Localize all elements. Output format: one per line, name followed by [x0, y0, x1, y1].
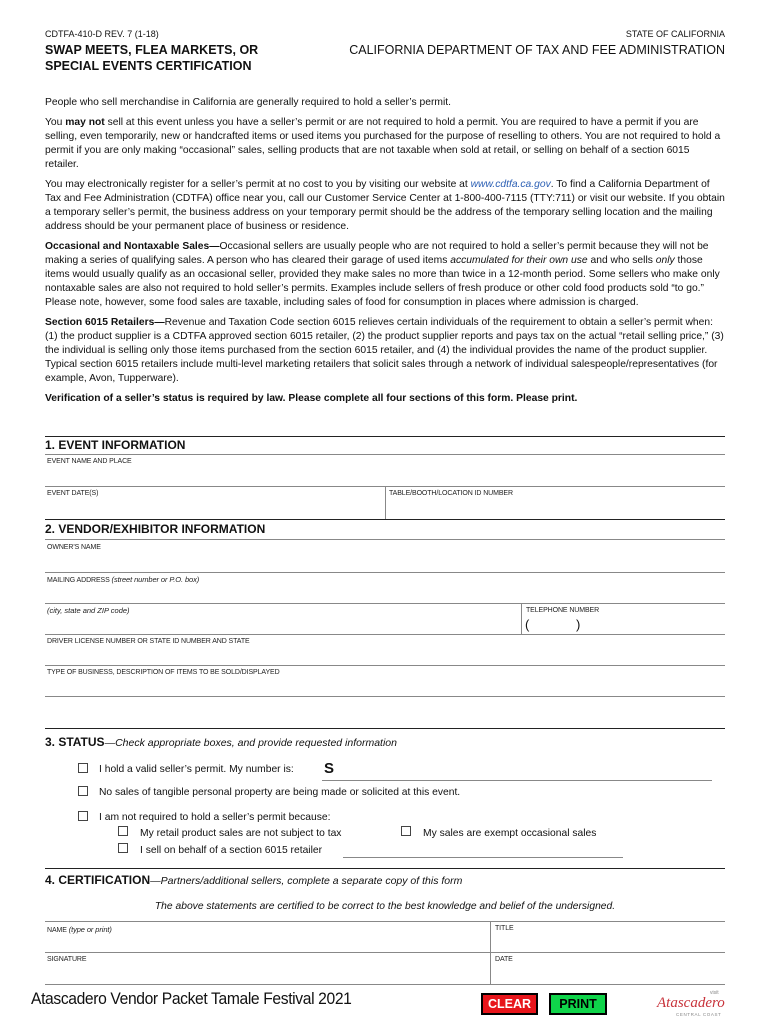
divider	[45, 728, 725, 729]
date-field[interactable]	[492, 964, 724, 982]
exempt-occasional-checkbox[interactable]	[401, 826, 411, 836]
atascadero-logo	[655, 988, 741, 1018]
owner-name-label: OWNER'S NAME	[47, 544, 101, 551]
logo-wordmark: Atascadero	[657, 995, 725, 1011]
driver-license-field[interactable]	[45, 646, 725, 664]
section-1-heading: 1. EVENT INFORMATION	[45, 438, 186, 452]
form-number: CDTFA-410-D REV. 7 (1-18)	[45, 29, 159, 39]
form-title-line1: SWAP MEETS, FLEA MARKETS, OR	[45, 43, 259, 57]
divider	[45, 572, 725, 573]
divider	[45, 634, 725, 635]
agency-name: CALIFORNIA DEPARTMENT OF TAX AND FEE ADMINISTRATION	[349, 43, 725, 57]
logo-visit-text: visit	[710, 990, 719, 996]
print-button[interactable]: PRINT	[549, 993, 607, 1015]
name-label: NAME (type or print)	[47, 925, 112, 934]
logo-tagline: CENTRAL COAST	[676, 1012, 722, 1017]
divider	[45, 696, 725, 697]
divider	[322, 780, 712, 781]
name-field[interactable]	[45, 933, 488, 951]
divider	[45, 539, 725, 540]
divider	[45, 665, 725, 666]
occasional-sales-paragraph: Occasional and Nontaxable Sales—Occasional sellers are usually people who are not required to hold a seller’s permit because they will not be making a series of qualifying sales. A person who has cleared their garage of used items accumulated for their own use and who sells only those items would usually qualify as an occasional seller, provided they make sales no more than twice in a 12-month period. Some sellers who make only nontaxable sales are also not required to hold seller’s permits. Examples include sellers of fresh produce or other cold food products sold “to go.” Please note, however, some food sales are taxable, including sales of food for consumption in places where admission is charged.	[45, 241, 720, 308]
not-subject-to-tax-checkbox[interactable]	[118, 826, 128, 836]
not-subject-to-tax-label: My retail product sales are not subject to tax	[140, 828, 342, 839]
date-label: DATE	[495, 956, 513, 963]
driver-license-label: DRIVER LICENSE NUMBER OR STATE ID NUMBER AND STATE	[47, 638, 250, 645]
intro-paragraph-3: You may electronically register for a seller’s permit at no cost to you by visiting our website at www.cdtfa.ca.gov. To find a California Department of Tax and Fee Administration (CDTFA) office near you, call our Customer Service Center at 1-800-400-7115 (TTY:711) or visit our website. If you obtain a temporary seller’s permit, the business address on your temporary permit should be the address of the temporary selling location and the mailing address should be your permanent place of business or residence.	[45, 179, 725, 232]
table-booth-field[interactable]	[387, 498, 725, 516]
divider	[45, 952, 725, 953]
event-name-label: EVENT NAME AND PLACE	[47, 458, 132, 465]
exempt-occasional-label: My sales are exempt occasional sales	[423, 828, 597, 839]
permit-prefix: S	[324, 760, 335, 777]
certification-statement: The above statements are certified to be correct to the best knowledge and belief of the undersigned.	[154, 901, 616, 912]
event-dates-field[interactable]	[45, 498, 383, 516]
clear-button[interactable]: CLEAR	[481, 993, 538, 1015]
divider	[490, 921, 491, 985]
business-type-field[interactable]	[45, 677, 725, 695]
section-6015-retailer-field[interactable]	[345, 843, 622, 857]
divider	[45, 454, 725, 455]
signature-field[interactable]	[45, 964, 488, 982]
divider	[343, 857, 623, 858]
table-booth-label: TABLE/BOOTH/LOCATION ID NUMBER	[389, 490, 513, 497]
not-required-label: I am not required to hold a seller’s permit because:	[99, 812, 331, 823]
form-title	[45, 42, 258, 74]
state-label: STATE OF CALIFORNIA	[625, 29, 725, 39]
divider	[45, 436, 725, 437]
title-label: TITLE	[495, 925, 514, 932]
no-sales-checkbox[interactable]	[78, 786, 88, 796]
business-type-label: TYPE OF BUSINESS, DESCRIPTION OF ITEMS TO BE SOLD/DISPLAYED	[47, 669, 280, 676]
verification-notice: Verification of a seller’s status is required by law. Please complete all four sections of this form. Please print.	[45, 393, 578, 404]
title-field[interactable]	[492, 933, 724, 951]
section-6015-checkbox[interactable]	[118, 843, 128, 853]
valid-permit-checkbox[interactable]	[78, 763, 88, 773]
mailing-address-field[interactable]	[45, 584, 725, 602]
section-6015-label: I sell on behalf of a section 6015 retailer	[140, 845, 323, 856]
city-state-zip-field[interactable]	[45, 615, 519, 633]
telephone-open-paren: (	[525, 617, 530, 632]
intro-paragraph-2: You may not sell at this event unless you have a seller’s permit or are not required to hold a permit. You are required to have a permit if you are selling, even temporarily, new or handcrafted items or used items you purchased for the purpose of reselling to others. You are not required to hold a permit if you are only making “occasional” sales, selling products that are not taxable when sold at retail, or selling on behalf of a section 6015 retailer.	[45, 117, 721, 170]
mailing-address-label: MAILING ADDRESS (street number or P.O. box)	[47, 575, 200, 584]
section-4-heading: 4. CERTIFICATION—Partners/additional sellers, complete a separate copy of this form	[45, 873, 463, 887]
event-name-field[interactable]	[45, 466, 725, 484]
section-6015-paragraph: Section 6015 Retailers—Revenue and Taxation Code section 6015 relieves certain individuals of the requirement to obtain a seller’s permit when: (1) the product supplier is a CDTFA approved section 6015 retailer, (2) the product supplier reports and pays tax on the actual “retail selling price,” (3) the individual is selling only those items purchased from the section 6015 retailer, and (4) the individual provides the name of the product supplier. Typical section 6015 retailers include multi-level marketing retailers that solicit sales through a network of individual salespeople/representatives (for example, Avon, Tupperware).	[45, 317, 724, 384]
city-state-zip-label: (city, state and ZIP code)	[47, 606, 130, 615]
not-required-checkbox[interactable]	[78, 811, 88, 821]
form-title-line2: SPECIAL EVENTS CERTIFICATION	[45, 59, 252, 73]
section-3-heading: 3. STATUS—Check appropriate boxes, and provide requested information	[45, 735, 397, 749]
footer-caption: Atascadero Vendor Packet Tamale Festival 2021	[31, 989, 352, 1008]
telephone-close-paren: )	[576, 617, 581, 632]
website-link[interactable]: www.cdtfa.ca.gov	[470, 179, 551, 190]
divider	[45, 603, 725, 604]
no-sales-label: No sales of tangible personal property are being made or solicited at this event.	[99, 787, 461, 798]
signature-label: SIGNATURE	[47, 956, 87, 963]
intro-paragraph-1: People who sell merchandise in California are generally required to hold a seller’s permit.	[45, 97, 451, 108]
divider	[45, 921, 725, 922]
section-2-heading: 2. VENDOR/EXHIBITOR INFORMATION	[45, 522, 266, 536]
divider	[45, 984, 725, 985]
valid-permit-label: I hold a valid seller’s permit. My number is:	[99, 764, 294, 775]
divider	[521, 603, 522, 635]
divider	[45, 519, 725, 520]
permit-number-field[interactable]	[338, 763, 711, 779]
business-description-field[interactable]	[45, 699, 725, 725]
instructions	[45, 96, 725, 412]
telephone-label: TELEPHONE NUMBER	[526, 607, 600, 614]
event-dates-label: EVENT DATE(S)	[47, 490, 99, 497]
owner-name-field[interactable]	[45, 552, 725, 570]
divider	[385, 486, 386, 519]
telephone-field[interactable]	[532, 616, 722, 633]
divider	[45, 868, 725, 869]
